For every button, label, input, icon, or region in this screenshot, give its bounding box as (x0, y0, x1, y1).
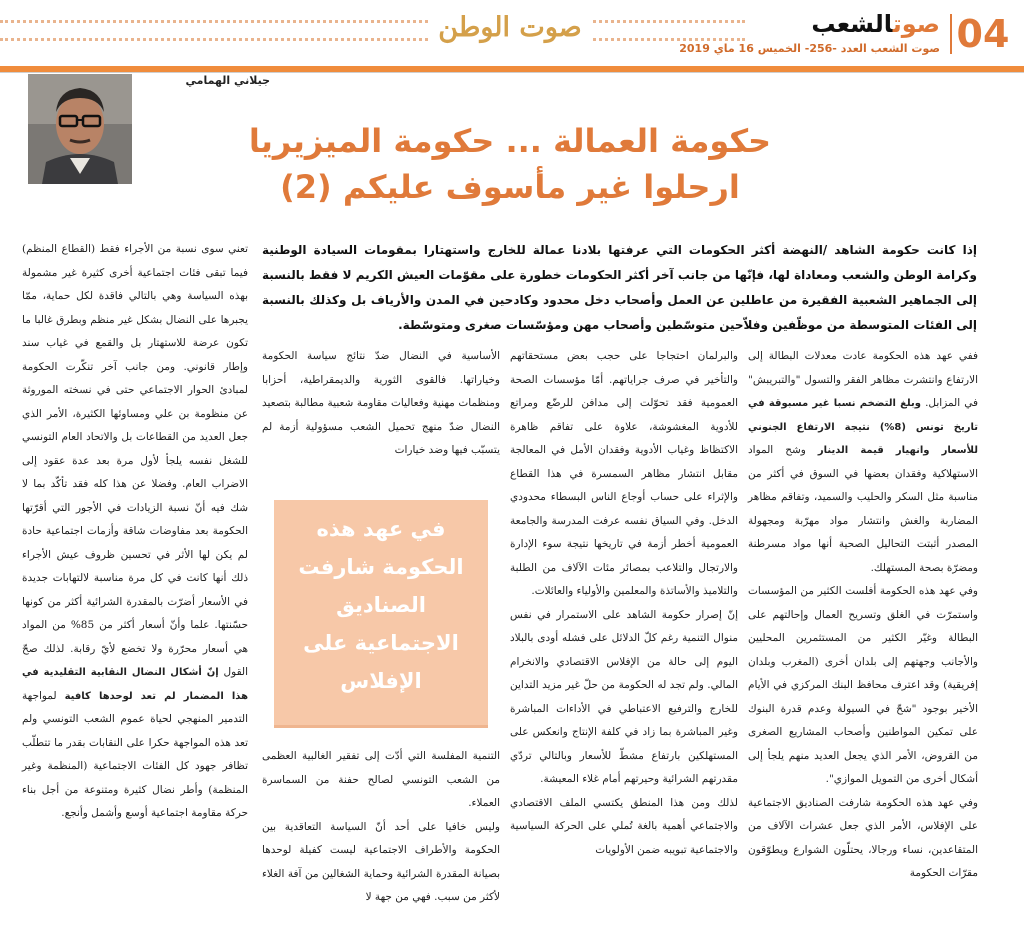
column-1-text-b: وشح المواد الاستهلاكية وفقدان بعضها في السوق في أكثر من مناسبة مثل السكر والحليب والسميد، وتفاقم مظاهر المضاربة والغش وانتشار مواد مهرّبة ومجهولة المصدر أثبتت التحاليل الصحية أنها مواد مسرطنة ومضرّة بصحة المستهلك. (748, 444, 978, 574)
masthead-logo-part1: صوت (892, 10, 940, 38)
column-4-paragraph-1 (22, 238, 248, 826)
column-2-paragraph-1: والبرلمان احتجاجا على حجب بعض مستحقاتهم والتأخير في صرف جراياتهم. أمّا مؤسسات الصحة العمومية فقد تحوّلت إلى مدافن للرضّع ومراتع للأدوية المغشوشة، علاوة على تفاقم ظاهرة الاكتظاظ وغياب الأدوية وفقدان الأمل في المعالجة مقابل انتشار مظاهر السمسرة في هذا القطاع والإثراء على حساب أوجاع الناس البسطاء محدودي الدخل. وفي السياق نفسه عرفت المدرسة والجامعة العمومية أخطر أزمة في تاريخها نتيجة سوء الإدارة والارتجال والتلاعب بمصائر مئات الآلاف من الطلبة والتلاميذ والأساتذة والمعلمين والأولياء والعائلات. (510, 350, 738, 597)
column-1-text-a: ففي عهد هذه الحكومة عادت معدلات البطالة إلى الارتفاع وانتشرت مظاهر الفقر والتسول "والتبريبش" في المزابل. (748, 350, 979, 409)
author-portrait-icon (28, 74, 132, 184)
column-2-paragraph-3: لذلك ومن هذا المنطق يكتسي الملف الاقتصادي والاجتماعي أهمية بالغة تُملي على الحركة السياسية والاجتماعية تبويبه ضمن الأولويات (510, 796, 738, 856)
column-1-paragraph-3: وفي عهد هذه الحكومة شارفت الصناديق الاجتماعية على الإفلاس، الأمر الذي جعل عشرات الآلاف من المتقاعدين، نساء ورجالا، يحتلّون الشوارع ويطوّقون مقرّات الحكومة (748, 796, 978, 879)
page-number-divider (950, 14, 952, 54)
masthead-logo (750, 10, 940, 38)
column-3-paragraph-2: التنمية المفلسة التي أدّت إلى تفقير الغالبية العظمى من الشعب التونسي لصالح حفنة من السماسرة العملاء. (262, 750, 500, 809)
column-1-bold-text: وبلغ التضخم نسبا غير مسبوقة في تاريخ تونس (8%) نتيجة الارتفاع الجنوني للأسعار وانهيار قيمة الدينار (748, 398, 978, 456)
article-column-1 (748, 345, 978, 945)
article-column-3-bottom (262, 745, 500, 945)
pull-quote-box (274, 500, 488, 728)
page-number: 04 (956, 12, 1010, 56)
column-3-paragraph-1: الأساسية في النضال ضدّ نتائج سياسة الحكومة وخياراتها. فالقوى الثورية والديمقراطية، أحزابا ومنظمات مهنية وفعاليات مقاومة شعبية مطالبة بتصعيد النضال ضدّ منهج تحميل الشعب مسؤولية أزمة لم يتسبّب فيها وضد خيارات (262, 350, 500, 456)
author-photo (28, 74, 132, 184)
column-1-paragraph-1 (748, 345, 978, 580)
header-grey-bar (0, 72, 1024, 73)
column-1-paragraph-2: وفي عهد هذه الحكومة أفلست الكثير من المؤسسات واستمرّت في الغلق وتسريح العمال وإحالتهم على البطالة وغيّر الكثير من المستثمرين المحليين والأجانب وجهتهم إلى بلدان أخرى (المغرب وبلدان إفريقية) وقد اعترف محافظ البنك المركزي في الأيام الأخير بوجود "شحّ في السيولة وعدم قدرة البنوك على تمكين المواطنين وأصحاب المشاريع الصغرى من القروض، الأمر الذي يجعل العديد منهم يلجأ إلى أشكال أخرى من التمويل الموازي". (748, 585, 978, 785)
headline-line-1: حكومة العمالة ... حكومة الميزيريا (248, 122, 772, 160)
column-4-text-b: لمواجهة التدمير المنهجي لحياة عموم الشعب التونسي ولم تعد هذه المواجهة حكرا على النقابات بقدر ما تتطلّب تظافر جهود كل الفئات الاجتماعية (المنظمة وغير المنظمة) وأطر نضال كثيرة ومتنوعة من أجل بناء حركة مقاومة اجتماعية أوسع وأشمل وأنجع. (22, 689, 248, 819)
article-column-2 (510, 345, 738, 945)
column-4-text-a: تعني سوى نسبة من الأجراء فقط (القطاع المنظم) فيما تبقى فئات اجتماعية أخرى كثيرة غير مشمولة بهذه السياسة وهي بالتالي فاقدة لكل حماية، ممّا يجبرها على النضال بشكل غير منظم وبطرق غالبا ما تكون عرضة للاستهتار بل والقمع في غياب سند وإطار قانوني. ومن جانب آخر تنكّرت الحكومة لمبادئ الحوار الاجتماعي حتى في نسخته الموروثة عن منظومة بن علي ومساوئها الكثيرة، الأمر الذي جعل العديد من القطاعات بل والاتحاد العام التونسي للشغل نفسه يلجأ لأول مرة بعد عدة عقود إلى الاضراب العام. وفضلا عن هذا كله فقد تأكّد بما لا شك فيه أنّ نسبة الزيادات في الأجور التي أقرّتها الحكومة بعد مفاوضات شاقة وأزمات اجتماعية حادة لم يكن لها الأثر في تحسين ظروف عيش الأجراء ذلك أنها كانت في كل مرة مناسبة لالتهابات جديدة في الأسعار أضرّت بالمقدرة الشرائية أكثر من كونها حسّنتها. علما وأنّ أسعار أكثر من 85% من المواد هي أسعار محرّرة ولا تخضع لأيّ رقابة. لذلك صحّ القول (22, 243, 248, 678)
header-rule-top (0, 20, 745, 23)
masthead-logo-part2: الشعب (811, 10, 893, 38)
article-column-4 (22, 238, 248, 943)
column-2-paragraph-2: إنّ إصرار حكومة الشاهد على الاستمرار في نفس منوال التنمية رغم كلّ الدلائل على فشله أودى بالبلاد اليوم إلى حالة من الإفلاس الاقتصادي والانخرام المالي. ولم تجد له الحكومة من حلّ غير مزيد التداين للخارج والترفيع الاعتباطي في الأداءات المباشرة وغير المباشرة بما زاد في كلفة الإنتاج وانعكس على المستهلكين بارتفاع مشطّ للأسعار وبالتالي تردّي مقدرتهم الشرائية وحيرتهم أمام غلاء المعيشة. (510, 608, 738, 785)
masthead (679, 10, 940, 55)
author-name: جيلاني الهمامي (185, 74, 270, 87)
section-title: صوت الوطن (430, 6, 590, 50)
page-header (0, 0, 1024, 66)
column-4-bold-text: إنّ أشكال النضال النقابية التقليدية في هذا المضمار لم تعد لوحدها كافية (22, 667, 248, 702)
header-rule-bottom (0, 38, 745, 41)
article-headline (230, 118, 790, 210)
article-lead: إذا كانت حكومة الشاهد /النهضة أكثر الحكومات التي عرفتها بلادنا عمالة للخارج واستهتارا بمقومات السيادة الوطنية وكرامة الوطن والشعب ومعاداة لها، فإنّها من جانب آخر أكثر الحكومات خطورة على مقوّمات العيش الكريم لا فقط بالنسبة إلى الجماهير الشعبية الفقيرة من عاطلين عن العمل وأصحاب دخل محدود وكادحين في المدن والأرياف بل وكذلك بالنسبة إلى الفئات المتوسطة من موظّفين وفلاّحين متوسّطين وأصحاب مهن ومؤسّسات صغرى ومتوسّطة. (262, 243, 977, 332)
headline-line-2: ارحلوا غير مأسوف عليكم (2) (280, 168, 740, 206)
column-3-paragraph-3: وليس خافيا على أحد أنّ السياسة التعاقدية بين الحكومة والأطراف الاجتماعية ليست كفيلة لوحدها بصيانة المقدرة الشرائية وحماية الشغالين من آفة الغلاء لأكثر من سبب. فهي من جهة لا (262, 820, 500, 903)
issue-line: صوت الشعب العدد -256- الخميس 16 ماي 2019 (679, 42, 940, 55)
pull-quote-text: في عهد هذه الحكومة شارفت الصناديق الاجتماعية على الإفلاس (298, 517, 464, 693)
